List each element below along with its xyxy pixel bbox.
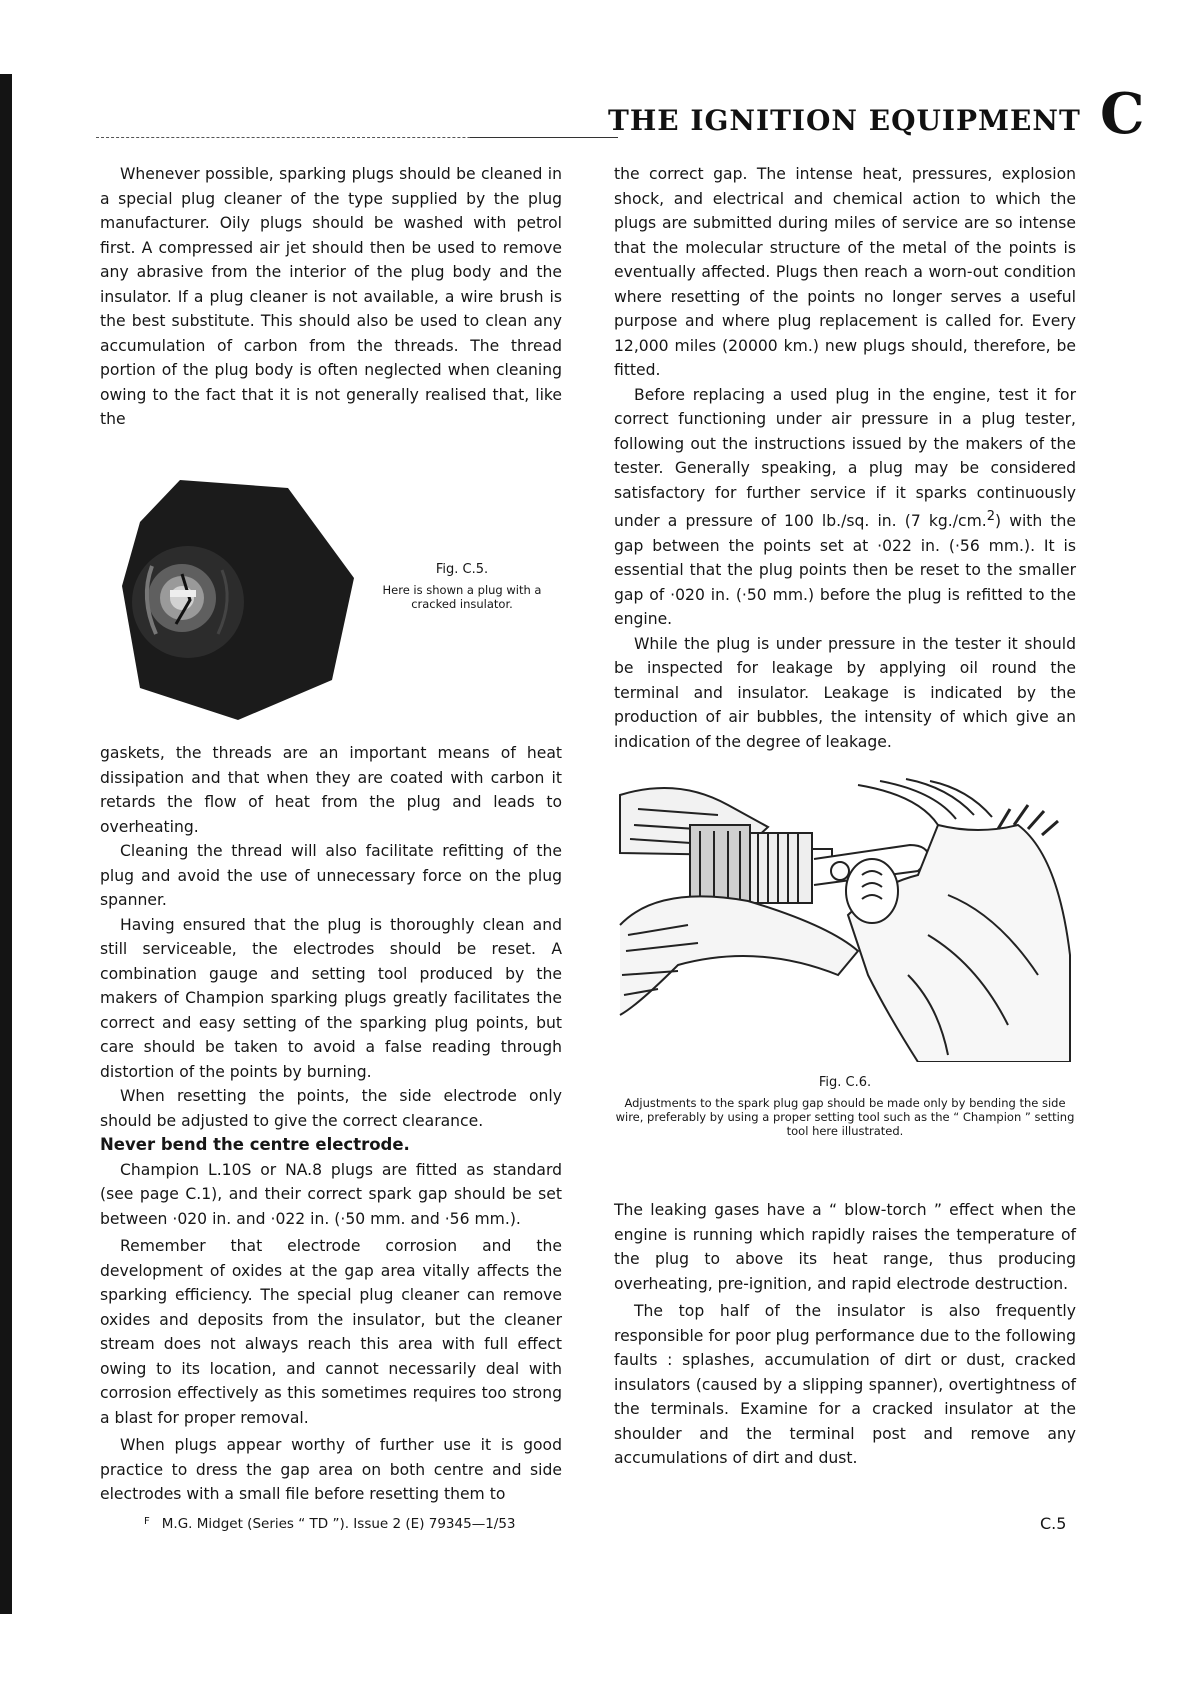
paragraph: Cleaning the thread will also facilitate refitting of the plug and avoid the use of unnecessary force on the plug spanner. — [100, 842, 562, 909]
paragraph: Remember that electrode corrosion and the development of oxides at the gap area vitally affects the sparking efficiency. The special plug cleaner can remove oxides and deposits from the insulator, but the cleaner stream does not always reach this area with full effect owing to its location, and cannot necessarily deal with corrosion effectively as this sometimes requires too strong a blast for proper removal. — [100, 1237, 562, 1427]
paragraph: While the plug is under pressure in the tester it should be inspected for leakage by applying oil round the terminal and insulator. Leakage is indicated by the production of air bubbles, the intensity of which give an indication of the degree of leakage. — [614, 634, 1076, 751]
section-title: THE IGNITION EQUIPMENT — [608, 104, 1081, 137]
left-column-bottom — [100, 741, 562, 1507]
paragraph: When plugs appear worthy of further use it is good practice to dress the gap area on both centre and side electrodes with a small file before resetting them to — [100, 1436, 562, 1503]
page-number: C.5 — [1040, 1514, 1067, 1533]
superscript: 2 — [986, 509, 996, 524]
paragraph: gaskets, the threads are an important means of heat dissipation and that when they are coated with carbon it retards the flow of heat from the plug and leads to overheating. — [100, 744, 562, 836]
paragraph-text: ) with the gap between the points set at ·022 in. (·56 mm.). It is essential that the plug points then be reset to the smaller gap of ·020 in. (·50 mm.) before the plug is refitted to the engine. — [614, 512, 1076, 629]
footer-publication-line — [144, 1516, 516, 1532]
scan-edge-bar — [0, 74, 12, 1614]
paragraph-text: When resetting the points, the side electrode only should be adjusted to give the correct clearance. — [100, 1087, 562, 1130]
left-column-top — [100, 162, 562, 432]
figure-c6-label: Fig. C.6. — [818, 1075, 872, 1090]
footer-mark: F — [144, 1516, 150, 1527]
footer-publication-text: M.G. Midget (Series “ TD ”). Issue 2 (E) 79345—1/53 — [161, 1516, 516, 1532]
paragraph: the correct gap. The intense heat, pressures, explosion shock, and electrical and chemical action to which the plugs are submitted during miles of service are so intense that the molecular structure of the metal of the points is eventually affected. Plugs then reach a worn-out condition where resetting of the points no longer serves a useful purpose and where plug replacement is called for. Every 12,000 miles (20000 km.) new plugs should, therefore, be fitted. — [614, 165, 1076, 379]
figure-c6-text: Adjustments to the spark plug gap should be made only by bending the side wire, preferably by using a proper setting tool such as the “ Champion ” setting tool here illustrated. — [615, 1096, 1075, 1138]
cracked-insulator-plug-photo — [118, 474, 366, 722]
right-column-bottom — [614, 1198, 1076, 1471]
figure-c5-text: Here is shown a plug with a cracked insulator. — [382, 583, 542, 611]
paragraph: The leaking gases have a “ blow-torch ” effect when the engine is running which rapidly raises the temperature of the plug to above its heat range, thus producing overheating, pre-ignition, and rapid electrode destruction. — [614, 1201, 1076, 1293]
plug-gap-setting-tool-illustration — [618, 775, 1074, 1062]
section-letter: C — [1100, 81, 1145, 147]
figure-c6-caption — [614, 1076, 1076, 1138]
figure-c5-label: Fig. C.5. — [435, 562, 489, 577]
paragraph: Champion L.10S or NA.8 plugs are fitted as standard (see page C.1), and their correct spark gap should be set between ·020 in. and ·022 in. (·50 mm. and ·56 mm.). — [100, 1160, 562, 1228]
header-rule-solid — [470, 137, 618, 138]
figure-c5-caption — [362, 563, 562, 611]
right-column-top — [614, 162, 1076, 754]
paragraph-text: Before replacing a used plug in the engine, test it for correct functioning under air pressure in a plug tester, following out the instructions issued by the makers of the tester. Generally speaking, a plug may be considered satisfactory for further service if it sparks continuously under a pressure of 100 lb./sq. in. (7 kg./cm. — [614, 385, 1076, 531]
paragraph — [100, 1084, 562, 1158]
paragraph: Having ensured that the plug is thoroughly clean and still serviceable, the electrodes should be reset. A combination gauge and setting tool produced by the makers of Champion sparking plugs greatly facilitates the correct and easy setting of the sparking plug points, but care should be taken to avoid a false reading through distortion of the points by burning. — [100, 915, 562, 1081]
paragraph — [614, 383, 1076, 632]
paragraph: Whenever possible, sparking plugs should be cleaned in a special plug cleaner of the type supplied by the plug manufacturer. Oily plugs should be washed with petrol first. A compressed air jet should then be used to remove any abrasive from the interior of the plug body and the insulator. If a plug cleaner is not available, a wire brush is the best substitute. This should also be used to clean any accumulation of carbon from the threads. The thread portion of the plug body is often neglected when cleaning owing to the fact that it is not generally realised that, like the — [100, 165, 562, 428]
paragraph: The top half of the insulator is also frequently responsible for poor plug performance due to the following faults : splashes, accumulation of dirt or dust, cracked insulators (caused by a slipping spanner), overtightness of the terminals. Examine for a cracked insulator at the shoulder and the terminal post and remove any accumulations of dirt and dust. — [614, 1302, 1076, 1467]
warning-text: Never bend the centre electrode. — [100, 1135, 410, 1154]
